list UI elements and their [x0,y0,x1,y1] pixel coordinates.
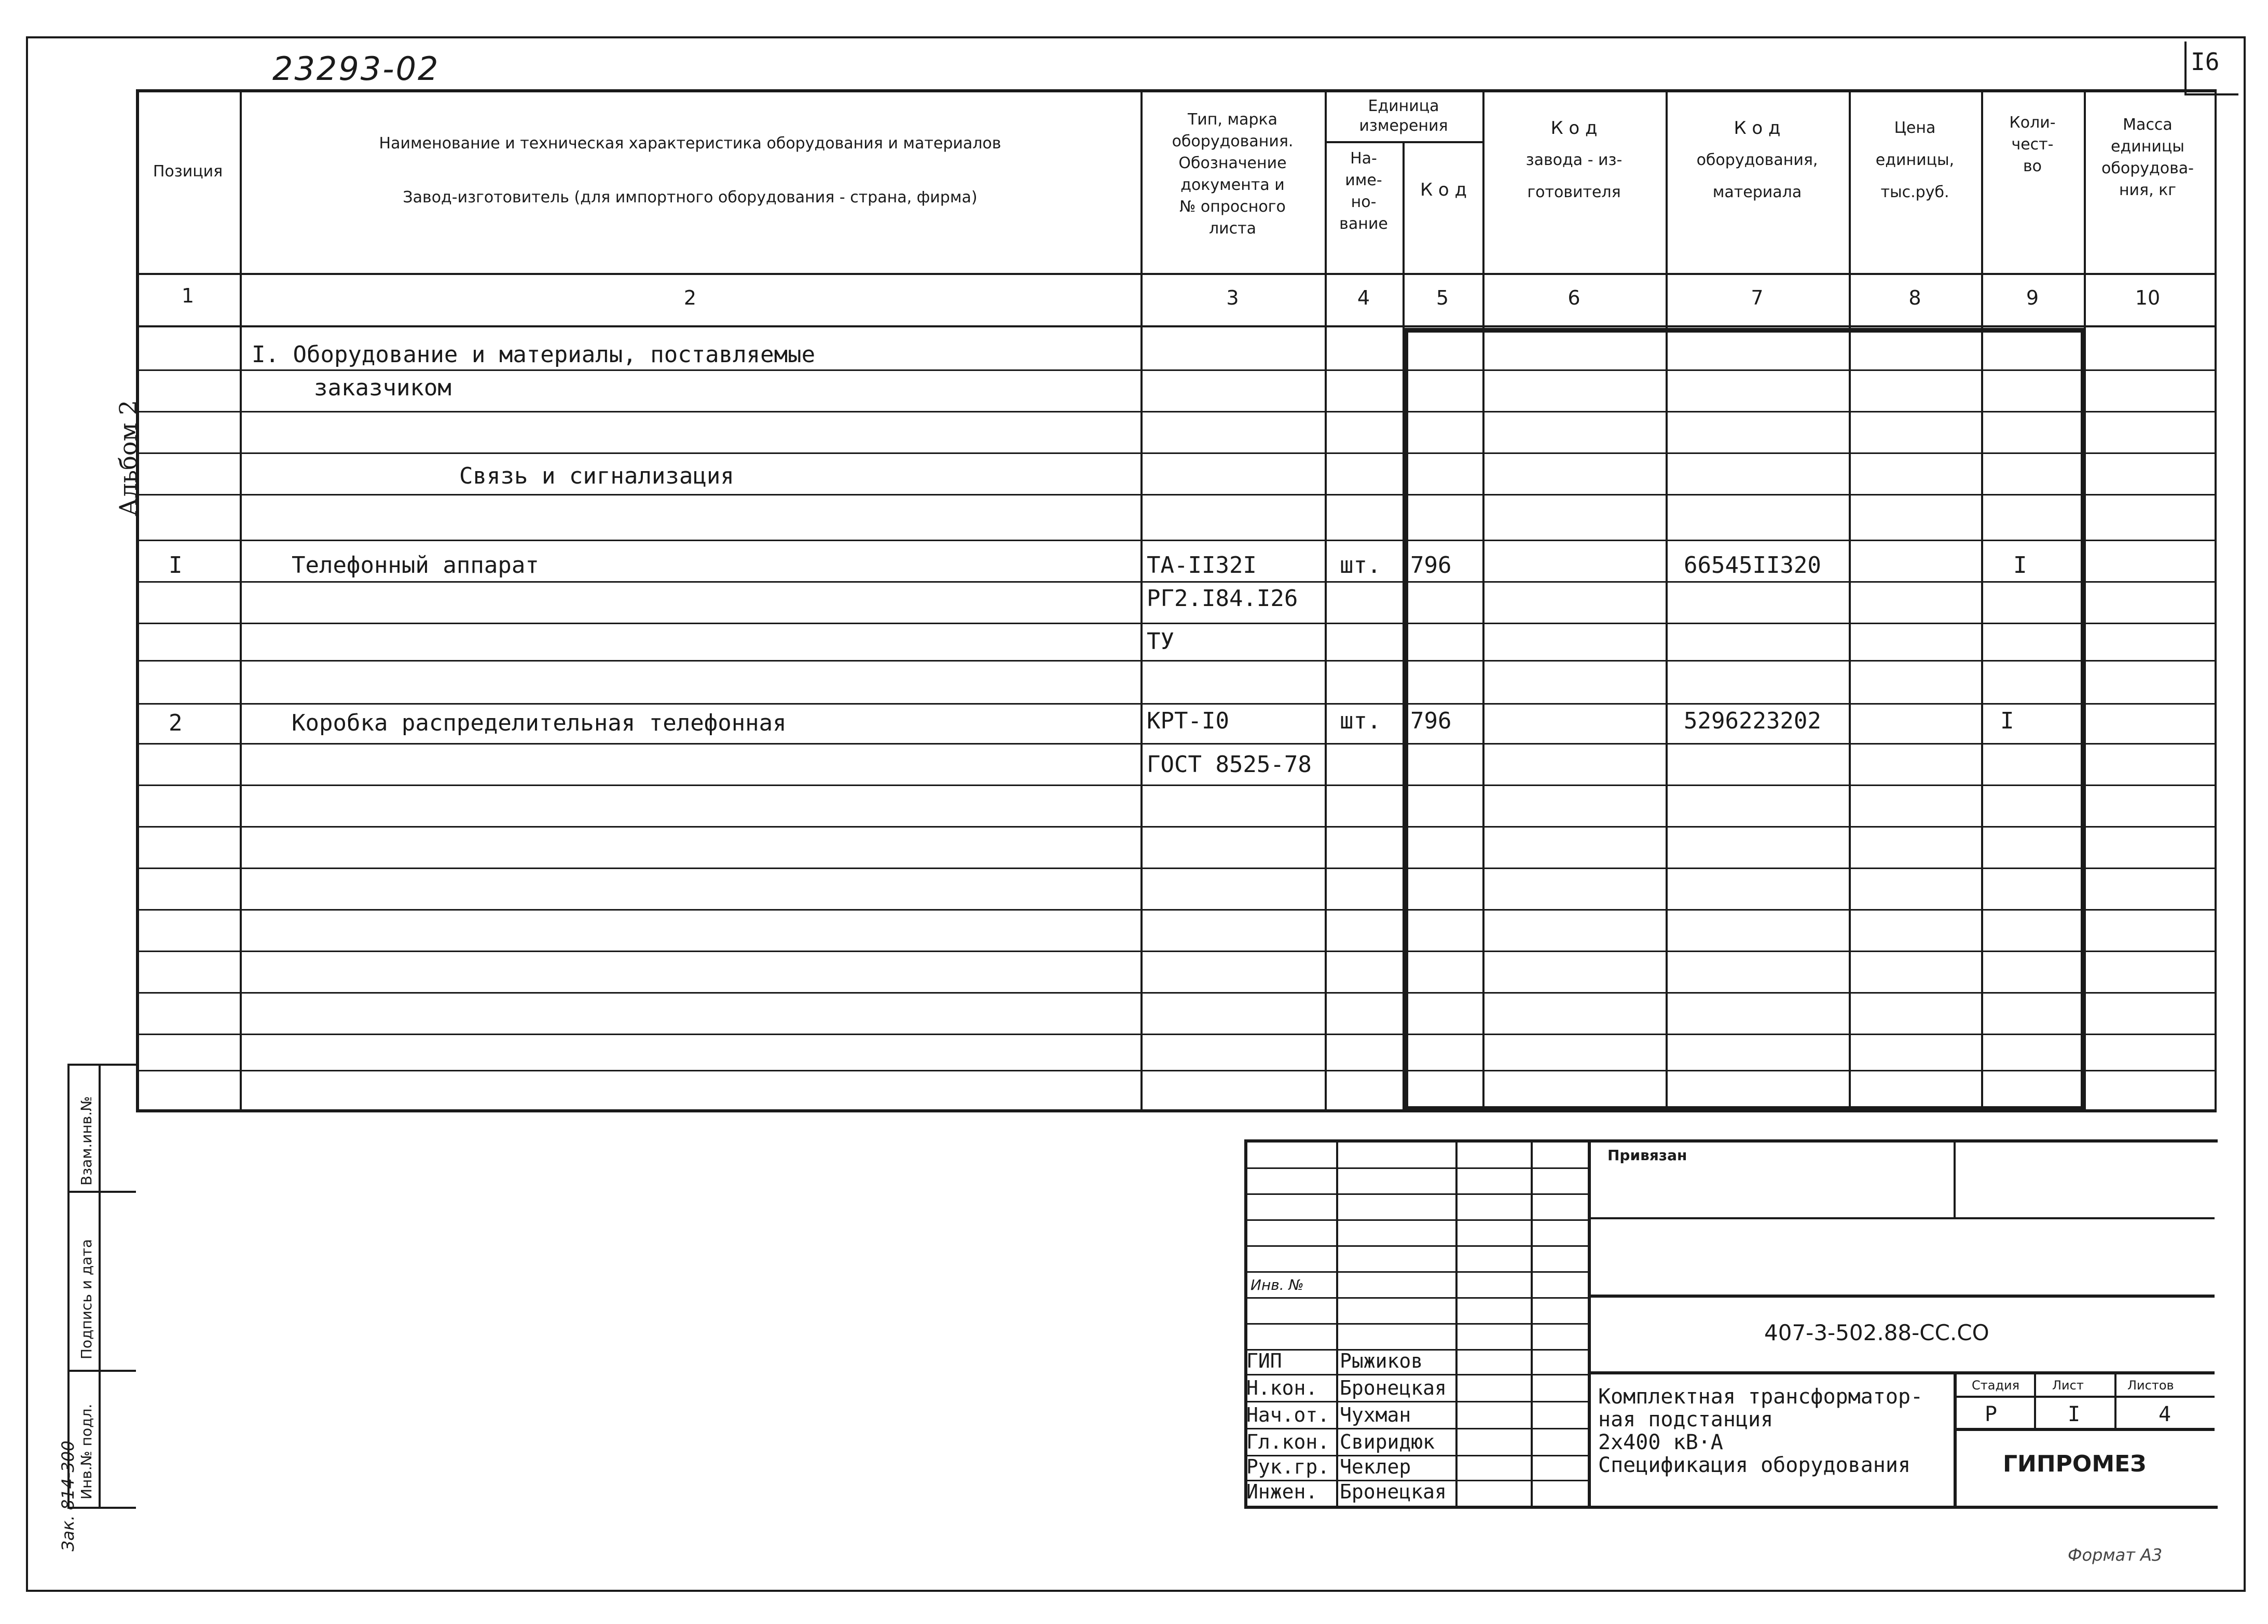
tb-privyazan: Привязан [1607,1147,1687,1164]
tb-name: Чухман [1340,1403,1411,1426]
tb-line [1588,1371,2215,1374]
bold-line [1404,328,2084,333]
col-line [240,89,242,1111]
col2-header-line2: Завод-изготовитель (для импортного оборудования - страна, фирма) [403,188,978,207]
col-line [1981,89,1983,1111]
col4-header: На- име- но- вание [1339,149,1388,233]
row2-qty: I [2000,708,2014,734]
row1-unit-code: 796 [1410,552,1452,579]
tb-row-line [1244,1193,1588,1195]
col-number: 7 [1751,286,1764,309]
table-row-line [136,868,2215,869]
tb-line [1954,1371,1957,1506]
doc-number: 23293-02 [272,50,440,88]
col-line [1666,89,1668,1111]
col6-header: К о д завода - из- готовителя [1525,118,1623,201]
col9-header: Коли- чест- во [2009,114,2056,175]
header-bottom-line [136,273,2215,275]
tb-row-line [1244,1323,1588,1325]
tb-name: Бронецкая [1340,1480,1447,1503]
table-row-line [136,743,2215,745]
table-row-line [136,1070,2215,1071]
row2-unit-code: 796 [1410,708,1452,734]
col-number: 4 [1357,286,1370,309]
col-number: 9 [2026,286,2039,309]
side-stamp-line [99,1064,101,1507]
tb-row-line [1244,1297,1588,1299]
tb-row-line [1244,1401,1588,1402]
section-heading-cont: заказчиком [314,375,451,401]
side-stamp-line [67,1191,136,1193]
tb-sheet-label: Лист [2052,1378,2084,1393]
col-line [1849,89,1851,1111]
tb-line [1954,1396,2215,1398]
tb-code: 407-3-502.88-СС.СО [1764,1320,1989,1345]
col10-header: Масса единицы оборудова- ния, кг [2101,116,2194,199]
row1-type: ТА-II32I [1147,552,1257,579]
side-vzam: Взам.инв.№ [78,1096,95,1186]
row1-unit: шт. [1340,552,1381,579]
table-row-line [136,785,2215,786]
col2-header-line1: Наименование и техническая характеристика оборудования и материалов [379,134,1001,153]
row1-type-doc: РГ2.I84.I26 [1147,585,1298,612]
tb-sheets: 4 [2159,1402,2171,1426]
colnum-bottom-line [136,325,2215,327]
table-row-line [136,951,2215,952]
row1-qty: I [2013,552,2027,579]
tb-sheets-label: Листов [2127,1378,2174,1393]
section-heading: I. Оборудование и материалы, поставляемые [252,341,816,368]
bold-line [2081,328,2085,1111]
col-number: 10 [2135,286,2161,309]
table-row-line [136,369,2215,371]
table-row-line [136,494,2215,496]
tb-sheet: I [2068,1402,2081,1426]
tb-org: ГИПРОМЕЗ [2003,1451,2147,1477]
sheet-number: I6 [2191,48,2220,76]
table-row-line [136,540,2215,541]
table-row-line [136,411,2215,412]
format-note: Формат А3 [2068,1545,2163,1565]
tb-row-line [1244,1245,1588,1247]
table-row-line [136,623,2215,624]
tb-line [1954,1428,2215,1431]
row2-equip-code: 5296223202 [1684,708,1821,734]
tb-row-line [1244,1219,1588,1221]
tb-line [1588,1217,2215,1219]
tb-role: Нач.от. [1246,1403,1330,1426]
tb-name: Бронецкая [1340,1377,1447,1399]
table-row-line [136,992,2215,994]
album-label: Альбом 2 [114,400,142,516]
side-podpis: Подпись и дата [78,1239,95,1359]
col-number: 3 [1226,286,1239,309]
tb-role: Инжен. [1246,1480,1318,1503]
unit-group-line [1325,141,1483,143]
tb-name: Чеклер [1340,1455,1411,1478]
col-number: 5 [1436,286,1449,309]
tb-title: Комплектная трансформатор- ная подстанция 2х400 кВ·А Спецификация оборудования [1598,1385,1923,1477]
row2-type-doc: ГОСТ 8525-78 [1147,751,1312,778]
tb-line [1588,1139,1591,1506]
bold-line [1404,1106,2084,1111]
row2-unit: шт. [1340,708,1381,734]
tb-inv-no: Инв. № [1250,1276,1304,1293]
tb-role: ГИП [1246,1350,1282,1372]
side-inv-podl: Инв.№ подл. [78,1403,95,1499]
row2-position: 2 [169,710,183,736]
row2-type: КРТ-I0 [1147,708,1229,734]
col-number: 8 [1908,286,1921,309]
tb-name: Рыжиков [1340,1350,1423,1372]
row1-position: I [169,552,183,579]
tb-line [1588,1295,2215,1298]
col-line [1482,89,1484,1111]
tb-stage-label: Стадия [1972,1378,2020,1393]
side-handwritten: Зак. 814-300 [58,1440,78,1551]
tb-row-line [1244,1374,1588,1375]
col5-header: К о д [1420,180,1467,200]
tb-line [2114,1371,2116,1429]
tb-name: Свиридюк [1340,1430,1435,1453]
table-row-line [136,909,2215,911]
col-line [1140,89,1143,1111]
col7-header: К о д оборудования, материала [1696,118,1818,201]
tb-role: Гл.кон. [1246,1430,1330,1453]
tb-row-line [1244,1167,1588,1169]
col-number: 1 [181,284,195,307]
col-number: 2 [683,286,697,309]
table-row-line [136,660,2215,662]
col8-header: Цена единицы, тыс.руб. [1875,119,1955,201]
table-row-line [136,1034,2215,1035]
bold-line [1404,328,1408,1111]
table-row-line [136,703,2215,705]
tb-line [1954,1139,1956,1217]
tb-stage: Р [1985,1402,1998,1426]
col1-header: Позиция [153,162,223,181]
unit-group-header: Единица измерения [1359,97,1448,135]
row2-name: Коробка распределительная телефонная [292,710,787,736]
col-line [1325,89,1327,1111]
tb-role: Рук.гр. [1246,1455,1330,1478]
table-row-line [136,452,2215,454]
tb-row-line [1244,1428,1588,1429]
col3-header: Тип, марка оборудования. Обозначение документа и № опросного листа [1172,111,1294,238]
side-stamp-line [67,1370,136,1372]
tb-line [2034,1371,2036,1429]
row1-equip-code: 66545II320 [1684,552,1821,579]
tb-row-line [1244,1271,1588,1273]
subsection-heading: Связь и сигнализация [459,463,734,489]
col-number: 6 [1568,286,1580,309]
table-row-line [136,826,2215,828]
row1-name: Телефонный аппарат [292,552,539,579]
tb-role: Н.кон. [1246,1377,1318,1399]
table-row-line [136,581,2215,583]
row1-type-tu: ТУ [1147,628,1174,655]
